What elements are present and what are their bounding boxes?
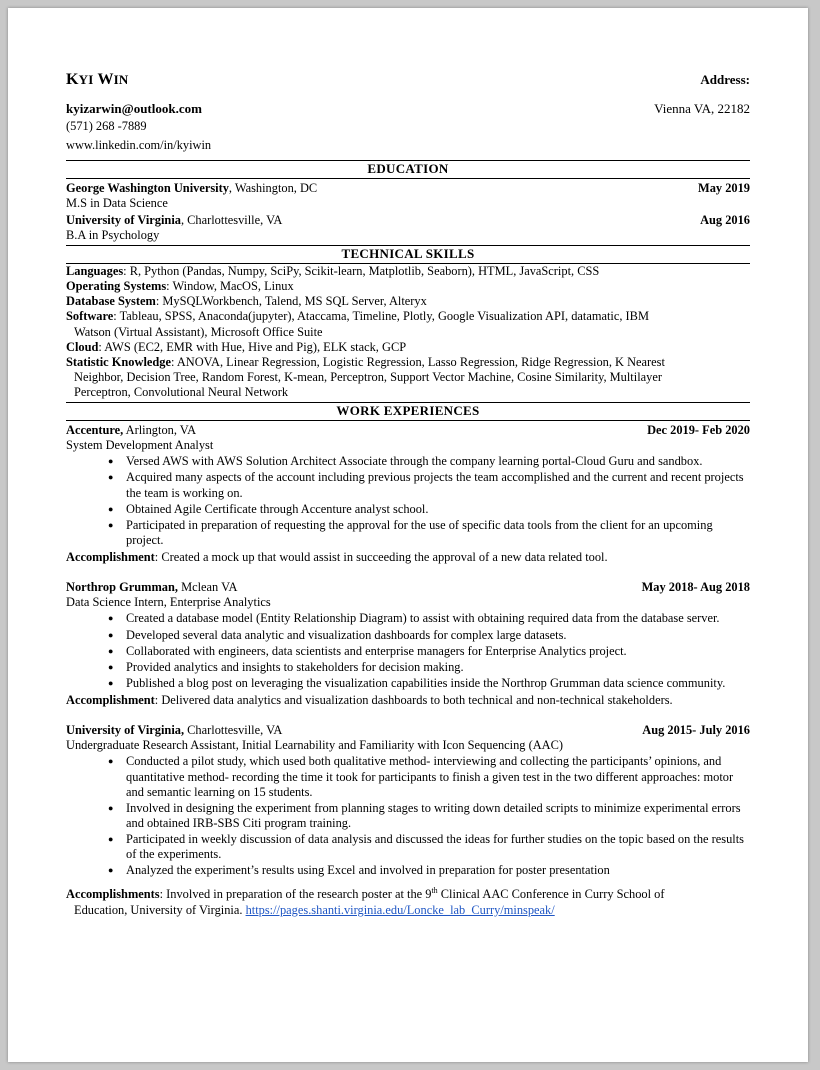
skill-label: Statistic Knowledge xyxy=(66,354,171,369)
name-first-rest: YI xyxy=(78,72,94,87)
skill-value-cont2: Perceptron, Convolutional Neural Network xyxy=(74,385,289,399)
skill-value: : Window, MacOS, Linux xyxy=(166,279,294,294)
work-bullet: ● Provided analytics and insights to stakeholders for decision making. xyxy=(126,660,750,675)
accomplishment-text: : Involved in preparation of the research poster at the 9 xyxy=(159,887,432,902)
work-company: Accenture, xyxy=(66,423,124,438)
work-bullet: ● Conducted a pilot study, which used both qualitative method- interviewing and collecting the participants’ opinions, and quantitative method- recording the time it took for participants to finish a given test in the two different approaches: motor and semantic learning on 15 students. xyxy=(126,754,750,799)
work-entry-header xyxy=(66,580,750,595)
address-value: Vienna VA, 22182 xyxy=(654,100,750,116)
spacer xyxy=(66,565,750,578)
work-company-line xyxy=(66,723,282,738)
skill-value-cont: Neighbor, Decision Tree, Random Forest, K-mean, Perceptron, Support Vector Machine, Cosine Similarity, Multilayer xyxy=(74,369,662,384)
work-bullet: ● Developed several data analytic and visualization dashboards for complex large datasets. xyxy=(126,628,750,643)
skill-value: : Tableau, SPSS, Anaconda(jupyter), Ataccama, Timeline, Plotly, Google Visualization API, datamatic, IBM xyxy=(113,309,649,324)
name-last-rest: IN xyxy=(113,72,129,87)
skill-value-cont: Watson (Virtual Assistant), Microsoft Office Suite xyxy=(74,324,323,339)
accomplishment-label: Accomplishment xyxy=(66,550,155,565)
work-bullet-list xyxy=(66,611,750,691)
work-accomplishment xyxy=(66,886,750,917)
accomplishment-text2: Clinical AAC Conference in Curry School of xyxy=(437,887,665,902)
header-row-contact xyxy=(66,101,750,117)
address-label: Address: xyxy=(700,72,750,87)
skill-label: Languages xyxy=(66,264,124,278)
skill-row xyxy=(66,294,750,309)
education-location: , Charlottesville, VA xyxy=(180,212,283,227)
work-date: May 2018- Aug 2018 xyxy=(641,580,750,595)
work-title: Undergraduate Research Assistant, Initial Learnability and Familiarity with Icon Sequencing (AAC) xyxy=(66,738,563,753)
education-location: , Washington, DC xyxy=(228,180,318,195)
work-date: Dec 2019- Feb 2020 xyxy=(647,423,750,438)
education-school: University of Virginia xyxy=(66,212,181,227)
accomplishment-superscript: th xyxy=(431,886,438,896)
work-entry-header xyxy=(66,723,750,738)
education-entry xyxy=(66,213,750,228)
education-date: Aug 2016 xyxy=(700,212,750,227)
work-company: University of Virginia, xyxy=(66,723,185,738)
skill-value: : ANOVA, Linear Regression, Logistic Regression, Lasso Regression, Ridge Regression, K Nearest xyxy=(170,354,665,369)
skill-value: : AWS (EC2, EMR with Hue, Hive and Pig), ELK stack, GCP xyxy=(98,339,407,354)
resume-body xyxy=(66,70,750,918)
education-degree: M.S in Data Science xyxy=(66,195,168,210)
accomplishment-cont-line xyxy=(66,903,750,918)
work-title: System Development Analyst xyxy=(66,438,214,453)
work-accomplishment xyxy=(66,693,750,708)
work-bullet-list xyxy=(66,754,750,878)
education-school-line xyxy=(66,181,317,196)
skill-value: : R, Python (Pandas, Numpy, SciPy, Scikit-learn, Matplotlib, Seaborn), HTML, JavaScript, CSS xyxy=(123,264,600,278)
research-poster-link[interactable]: https://pages.shanti.virginia.edu/Loncke_lab_Curry/minspeak/ xyxy=(245,902,555,917)
phone-text: (571) 268 -7889 xyxy=(66,119,147,134)
education-entry xyxy=(66,181,750,196)
skill-label: Database System xyxy=(66,294,156,309)
accomplishment-label: Accomplishment xyxy=(66,693,155,708)
name-first-initial: K xyxy=(66,71,79,88)
work-location: Mclean VA xyxy=(177,580,238,595)
accomplishment-text: : Delivered data analytics and visualization dashboards to both technical and non-technical stakeholders. xyxy=(154,693,673,708)
email-text: kyizarwin@outlook.com xyxy=(66,100,202,116)
work-bullet: ● Acquired many aspects of the account including previous projects the team accomplished and the current and recent projects the team is working on. xyxy=(126,470,750,500)
section-heading-work: WORK EXPERIENCES xyxy=(66,402,750,421)
spacer xyxy=(66,708,750,721)
work-title: Data Science Intern, Enterprise Analytics xyxy=(66,595,271,610)
work-bullet: ● Obtained Agile Certificate through Accenture analyst school. xyxy=(126,502,750,517)
skill-row xyxy=(66,340,750,355)
skill-row xyxy=(66,264,750,279)
candidate-name xyxy=(66,70,129,90)
work-bullet: ● Involved in designing the experiment from planning stages to writing down detailed scripts to minimize experimental errors and obtained IRB-SBS Citi program training. xyxy=(126,801,750,831)
education-school: George Washington University xyxy=(66,180,229,195)
skill-label: Cloud xyxy=(66,339,99,354)
skill-value: : MySQLWorkbench, Talend, MS SQL Server, Alteryx xyxy=(155,294,427,309)
work-bullet: ● Published a blog post on leveraging the visualization capabilities inside the Northrop Grumman data science community. xyxy=(126,676,750,691)
accomplishment-label: Accomplishments xyxy=(66,887,160,902)
accomplishment-text: : Created a mock up that would assist in succeeding the approval of a new data related tool. xyxy=(154,550,608,565)
work-company-line xyxy=(66,423,196,438)
section-heading-education: EDUCATION xyxy=(66,160,750,179)
work-entry-header xyxy=(66,423,750,438)
skill-label: Operating Systems xyxy=(66,279,167,294)
skill-row xyxy=(66,279,750,294)
work-bullet: ● Participated in preparation of requesting the approval for the use of specific data tools from the client for an upcoming project. xyxy=(126,518,750,548)
work-bullet-list xyxy=(66,454,750,548)
education-degree: B.A in Psychology xyxy=(66,227,160,242)
work-bullet: ● Analyzed the experiment’s results using Excel and involved in preparation for poster presentation xyxy=(126,863,750,878)
skill-row xyxy=(66,309,750,339)
education-date: May 2019 xyxy=(698,180,750,195)
work-location: Arlington, VA xyxy=(123,423,197,438)
work-company: Northrop Grumman, xyxy=(66,580,178,595)
skill-row xyxy=(66,355,750,400)
accomplishment-cont: Education, University of Virginia. xyxy=(74,902,246,917)
document-page xyxy=(8,8,808,1062)
skill-label: Software xyxy=(66,309,114,324)
work-bullet: ● Created a database model (Entity Relationship Diagram) to assist with obtaining required data from the database server. xyxy=(126,611,750,626)
linkedin-text: www.linkedin.com/in/kyiwin xyxy=(66,137,212,152)
work-bullet: ● Versed AWS with AWS Solution Architect Associate through the company learning portal-Cloud Guru and sandbox. xyxy=(126,454,750,469)
header-row-name xyxy=(66,70,750,90)
education-school-line xyxy=(66,213,282,228)
work-accomplishment xyxy=(66,550,750,565)
work-company-line xyxy=(66,580,237,595)
work-bullet: ● Collaborated with engineers, data scientists and enterprise managers for Enterprise Analytics project. xyxy=(126,644,750,659)
section-heading-skills: TECHNICAL SKILLS xyxy=(66,245,750,264)
work-location: Charlottesville, VA xyxy=(184,723,283,738)
name-last-initial: W xyxy=(97,71,114,88)
work-bullet: ● Participated in weekly discussion of data analysis and discussed the ideas for further studies on the topic based on the results of the experiments. xyxy=(126,832,750,862)
work-date: Aug 2015- July 2016 xyxy=(642,723,750,738)
